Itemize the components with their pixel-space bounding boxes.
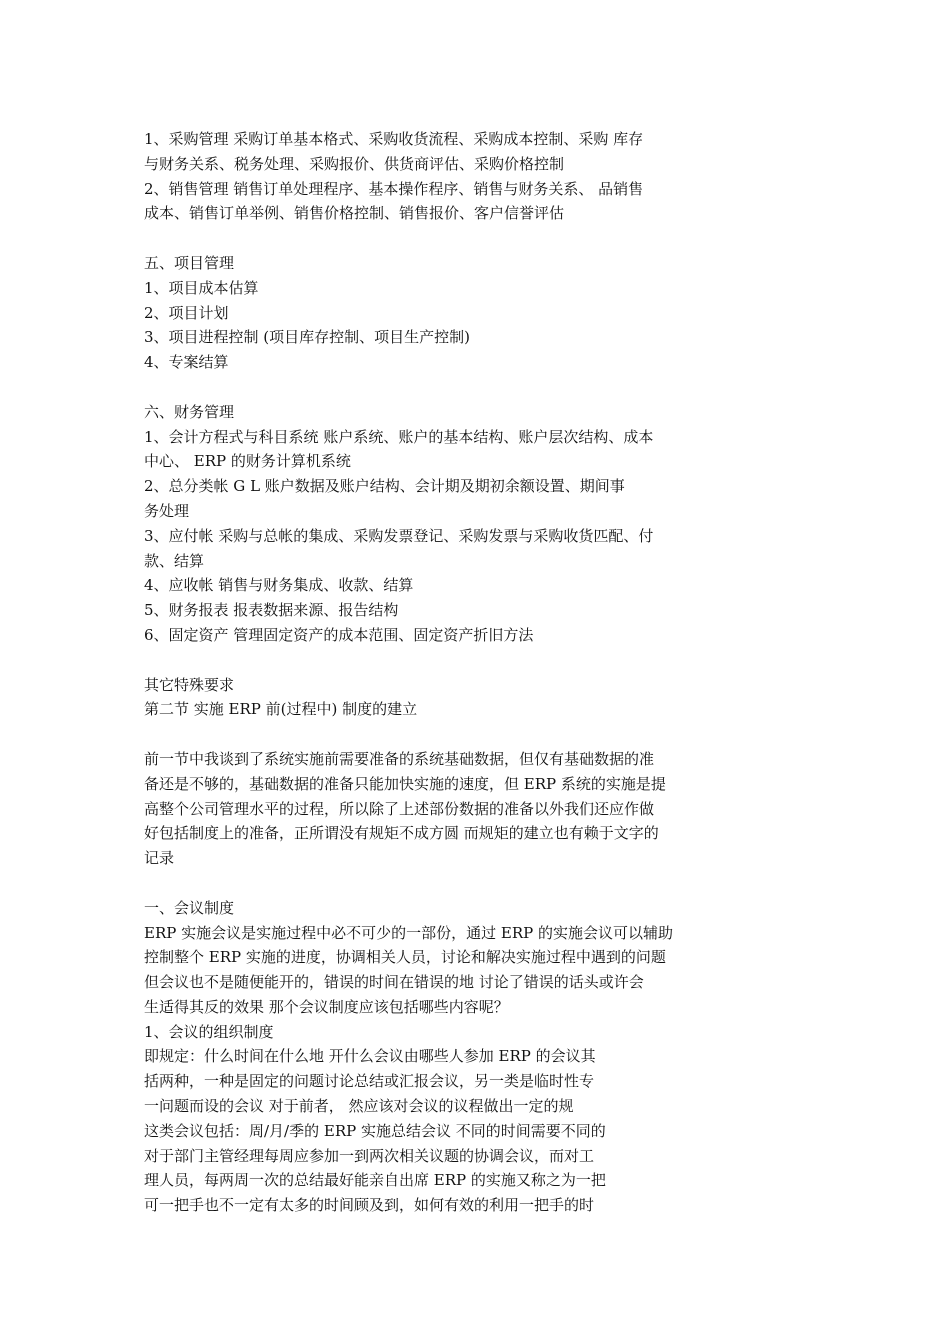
blank-line: [144, 871, 744, 896]
text-line: 这类会议包括：周/月/季的 ERP 实施总结会议 不同的时间需要不同的: [144, 1121, 606, 1140]
section-heading: 第二节 实施 ERP 前(过程中) 制度的建立: [144, 700, 418, 719]
text-line: 中心、 ERP 的财务计算机系统: [144, 452, 351, 471]
text-line: 括两种，一种是固定的问题讨论总结或汇报会议，另一类是临时性专: [144, 1072, 595, 1091]
blank-line: [144, 722, 744, 747]
text-line: 可一把手也不一定有太多的时间顾及到，如何有效的利用一把手的时: [144, 1196, 595, 1215]
text-line: 1、会议的组织制度: [144, 1022, 274, 1041]
text-line: 但会议也不是随便能开的，错误的时间在错误的地 讨论了错误的话头或许会: [144, 973, 644, 992]
text-line: 与财务关系、税务处理、采购报价、供货商评估、采购价格控制: [144, 154, 565, 173]
text-line: ERP 实施会议是实施过程中必不可少的一部份，通过 ERP 的实施会议可以辅助: [144, 923, 673, 942]
text-line: 务处理: [144, 501, 190, 520]
text-line: 对于部门主管经理每周应参加一到两次相关议题的协调会议，而对工: [144, 1146, 595, 1165]
text-line: 2、项目计划: [144, 303, 229, 322]
text-line: 1、项目成本估算: [144, 278, 259, 297]
text-line: 1、采购管理 采购订单基本格式、采购收货流程、采购成本控制、采购 库存: [144, 130, 644, 148]
text-line: 4、应收帐 销售与财务集成、收款、结算: [144, 576, 414, 595]
text-line: 2、总分类帐 G L 账户数据及账户结构、会计期及期初余额设置、期间事: [144, 477, 625, 496]
blank-line: [144, 226, 744, 251]
text-line: 一问题而设的会议 对于前者， 然应该对会议的议程做出一定的规: [144, 1097, 574, 1116]
section-heading: 五、项目管理: [144, 253, 235, 272]
blank-line: [144, 375, 744, 400]
text-line: 即规定：什么时间在什么地 开什么会议由哪些人参加 ERP 的会议其: [144, 1047, 596, 1066]
text-line: 其它特殊要求: [144, 675, 235, 694]
text-line: 2、销售管理 销售订单处理程序、基本操作程序、销售与财务关系、 品销售: [144, 179, 644, 198]
text-line: 成本、销售订单举例、销售价格控制、销售报价、客户信誉评估: [144, 204, 565, 223]
text-line: 高整个公司管理水平的过程，所以除了上述部份数据的准备以外我们还应作做: [144, 799, 655, 818]
text-line: 好包括制度上的准备，正所谓没有规矩不成方圆 而规矩的建立也有赖于文字的: [144, 824, 659, 843]
document-body: [144, 127, 744, 1218]
text-line: 5、财务报表 报表数据来源、报告结构: [144, 601, 399, 620]
text-line: 生适得其反的效果 那个会议制度应该包括哪些内容呢？: [144, 997, 509, 1016]
text-line: 3、应付帐 采购与总帐的集成、采购发票登记、采购发票与采购收货匹配、付: [144, 526, 654, 545]
text-line: 控制整个 ERP 实施的进度，协调相关人员，讨论和解决实施过程中遇到的问题: [144, 948, 666, 967]
text-line: 4、专案结算: [144, 353, 229, 372]
text-line: 3、项目进程控制 (项目库存控制、项目生产控制): [144, 328, 471, 347]
blank-line: [144, 648, 744, 673]
text-line: 款、结算: [144, 551, 205, 570]
text-line: 理人员，每两周一次的总结最好能亲自出席 ERP 的实施又称之为一把: [144, 1171, 606, 1190]
section-heading: 一、会议制度: [144, 898, 235, 917]
text-line: 前一节中我谈到了系统实施前需要准备的系统基础数据，但仅有基础数据的准: [144, 749, 655, 768]
text-line: 备还是不够的，基础数据的准备只能加快实施的速度，但 ERP 系统的实施是提: [144, 774, 666, 793]
text-line: 6、固定资产 管理固定资产的成本范围、固定资产折旧方法: [144, 625, 534, 644]
text-line: 记录: [144, 849, 175, 868]
text-line: 1、会计方程式与科目系统 账户系统、账户的基本结构、账户层次结构、成本: [144, 427, 654, 446]
section-heading: 六、财务管理: [144, 402, 235, 421]
